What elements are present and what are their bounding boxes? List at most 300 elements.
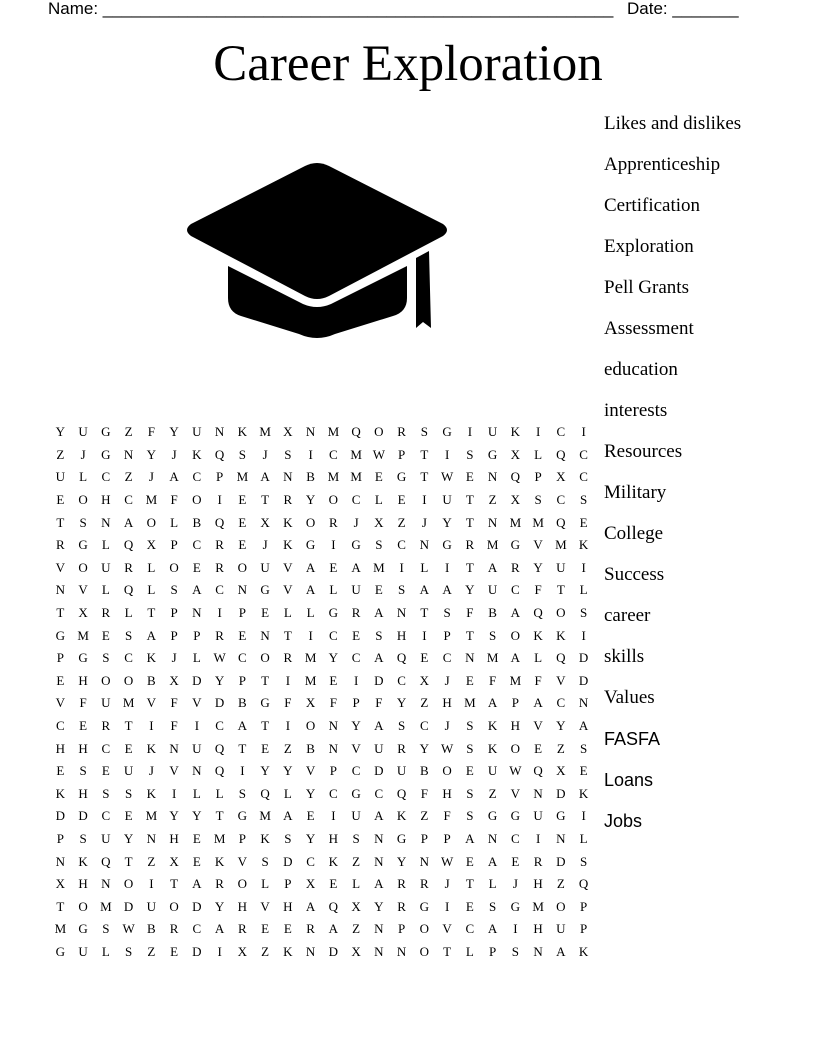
- grid-cell: T: [465, 492, 474, 508]
- grid-cell: O: [419, 943, 430, 959]
- grid-cell: K: [556, 627, 566, 643]
- grid-cell: C: [420, 718, 429, 734]
- grid-cell: M: [77, 627, 89, 643]
- grid-cell: Y: [351, 718, 361, 734]
- grid-cell: G: [487, 446, 498, 462]
- grid-cell: J: [444, 876, 450, 892]
- grid-cell: T: [170, 876, 179, 892]
- grid-cell: J: [171, 650, 177, 666]
- grid-cell: G: [351, 785, 361, 801]
- grid-cell: T: [420, 446, 429, 462]
- grid-cell: J: [512, 876, 518, 892]
- grid-cell: L: [579, 582, 588, 598]
- grid-cell: B: [488, 605, 497, 621]
- grid-cell: Q: [533, 605, 543, 621]
- grid-row: [49, 579, 595, 602]
- grid-cell: S: [238, 446, 246, 462]
- grid-cell: G: [260, 695, 270, 711]
- grid-cell: R: [56, 537, 65, 553]
- grid-cell: E: [465, 853, 474, 869]
- grid-cell: C: [306, 853, 315, 869]
- grid-cell: N: [374, 943, 384, 959]
- grid-cell: P: [534, 469, 542, 485]
- grid-cell: R: [397, 740, 406, 756]
- grid-cell: S: [398, 718, 406, 734]
- grid-cell: O: [305, 718, 316, 734]
- grid-cell: A: [556, 943, 566, 959]
- grid-cell: S: [79, 514, 87, 530]
- grid-cell: N: [169, 740, 179, 756]
- grid-row: [49, 918, 595, 941]
- grid-cell: F: [489, 672, 497, 688]
- grid-cell: C: [556, 424, 566, 440]
- grid-cell: N: [556, 830, 566, 846]
- grid-cell: S: [466, 740, 474, 756]
- word-search-grid: [49, 421, 595, 963]
- grid-cell: K: [214, 853, 225, 869]
- grid-cell: A: [192, 582, 202, 598]
- grid-cell: L: [261, 876, 270, 892]
- header-line: [0, 0, 816, 20]
- grid-cell: O: [442, 763, 452, 779]
- grid-cell: G: [260, 582, 270, 598]
- grid-cell: N: [55, 582, 66, 598]
- word-list-item: Assessment: [604, 318, 694, 339]
- grid-cell: I: [308, 627, 313, 643]
- grid-cell: G: [556, 808, 566, 824]
- grid-row: [49, 828, 595, 851]
- grid-cell: M: [304, 650, 317, 666]
- grid-cell: L: [147, 559, 156, 575]
- grid-cell: N: [260, 627, 270, 643]
- grid-cell: S: [489, 627, 497, 643]
- grid-cell: L: [352, 876, 361, 892]
- grid-cell: Y: [305, 492, 316, 508]
- grid-cell: Y: [465, 582, 475, 598]
- grid-cell: P: [238, 830, 246, 846]
- grid-cell: H: [442, 695, 452, 711]
- grid-cell: Y: [305, 830, 316, 846]
- grid-cell: R: [306, 921, 315, 937]
- grid-cell: Z: [147, 943, 156, 959]
- grid-cell: A: [305, 582, 316, 598]
- word-list-item: Loans: [604, 770, 654, 790]
- grid-cell: M: [213, 830, 226, 846]
- grid-cell: U: [101, 830, 111, 846]
- grid-cell: I: [353, 672, 359, 688]
- grid-cell: V: [305, 763, 316, 779]
- grid-cell: O: [328, 492, 339, 508]
- grid-cell: Z: [420, 695, 429, 711]
- grid-cell: D: [55, 808, 66, 824]
- grid-cell: S: [398, 582, 406, 598]
- grid-cell: Y: [214, 672, 225, 688]
- grid-cell: U: [533, 808, 543, 824]
- grid-cell: M: [259, 424, 271, 440]
- grid-cell: N: [101, 514, 111, 530]
- grid-cell: Z: [397, 514, 406, 530]
- grid-cell: R: [169, 921, 179, 937]
- grid-row: [49, 941, 595, 964]
- grid-cell: Y: [260, 763, 270, 779]
- grid-cell: V: [510, 785, 521, 801]
- grid-cell: Q: [556, 446, 566, 462]
- grid-cell: Y: [305, 785, 316, 801]
- grid-cell: P: [170, 537, 178, 553]
- grid-cell: S: [170, 582, 178, 598]
- grid-cell: E: [329, 559, 338, 575]
- grid-cell: R: [101, 718, 111, 734]
- grid-row: [49, 805, 595, 828]
- grid-cell: M: [509, 672, 522, 688]
- grid-cell: S: [420, 424, 428, 440]
- grid-cell: A: [283, 808, 293, 824]
- grid-cell: S: [79, 830, 87, 846]
- grid-cell: A: [374, 718, 384, 734]
- grid-row: [49, 715, 595, 738]
- grid-cell: N: [374, 921, 384, 937]
- grid-cell: N: [214, 424, 225, 440]
- grid-cell: G: [396, 469, 407, 485]
- grid-cell: V: [192, 695, 202, 711]
- grid-cell: K: [146, 650, 157, 666]
- grid-cell: E: [101, 627, 110, 643]
- grid-cell: P: [352, 695, 360, 711]
- grid-cell: E: [238, 514, 247, 530]
- grid-cell: T: [238, 740, 247, 756]
- grid-cell: V: [55, 559, 66, 575]
- grid-cell: K: [260, 830, 270, 846]
- grid-cell: S: [534, 492, 542, 508]
- grid-cell: Y: [55, 424, 66, 440]
- grid-cell: T: [420, 469, 429, 485]
- grid-cell: X: [556, 763, 566, 779]
- grid-cell: P: [511, 695, 519, 711]
- grid-cell: X: [55, 876, 66, 892]
- grid-cell: I: [422, 492, 427, 508]
- grid-cell: D: [328, 943, 339, 959]
- word-list-item: skills: [604, 646, 645, 667]
- grid-row: [49, 895, 595, 918]
- grid-cell: I: [535, 830, 541, 846]
- grid-cell: M: [54, 921, 67, 937]
- grid-cell: J: [148, 469, 154, 485]
- grid-cell: X: [351, 898, 361, 914]
- grid-cell: K: [55, 785, 66, 801]
- name-field: Name: ______________________________________________________: [48, 0, 614, 18]
- grid-row: [49, 624, 595, 647]
- grid-cell: A: [328, 921, 339, 937]
- grid-cell: O: [78, 492, 88, 508]
- grid-cell: P: [443, 627, 451, 643]
- grid-cell: Q: [578, 876, 589, 892]
- grid-row: [49, 602, 595, 625]
- grid-cell: L: [579, 830, 588, 846]
- grid-cell: U: [146, 898, 157, 914]
- grid-cell: P: [56, 650, 64, 666]
- grid-cell: F: [375, 695, 383, 711]
- grid-cell: D: [123, 898, 134, 914]
- grid-cell: R: [329, 514, 338, 530]
- grid-cell: G: [442, 537, 452, 553]
- grid-cell: T: [261, 718, 270, 734]
- grid-cell: G: [55, 627, 66, 643]
- grid-cell: A: [305, 898, 316, 914]
- grid-cell: C: [351, 492, 361, 508]
- grid-cell: V: [169, 763, 179, 779]
- grid-cell: N: [487, 830, 498, 846]
- grid-cell: A: [123, 514, 134, 530]
- grid-cell: C: [579, 446, 588, 462]
- grid-cell: N: [328, 718, 339, 734]
- grid-cell: L: [192, 785, 201, 801]
- grid-cell: E: [56, 672, 65, 688]
- grid-cell: N: [101, 876, 111, 892]
- grid-cell: C: [442, 650, 452, 666]
- grid-cell: H: [396, 627, 407, 643]
- grid-cell: X: [260, 514, 270, 530]
- grid-cell: T: [420, 605, 429, 621]
- grid-cell: Z: [420, 808, 429, 824]
- grid-cell: E: [261, 605, 270, 621]
- grid-cell: P: [329, 763, 337, 779]
- grid-cell: I: [285, 672, 291, 688]
- grid-cell: H: [442, 785, 452, 801]
- grid-cell: I: [331, 808, 336, 824]
- grid-cell: G: [78, 537, 88, 553]
- word-list-item: Pell Grants: [604, 277, 689, 298]
- grid-cell: H: [283, 898, 293, 914]
- grid-cell: I: [308, 446, 313, 462]
- grid-cell: A: [465, 830, 475, 846]
- grid-cell: K: [283, 537, 293, 553]
- grid-cell: V: [146, 695, 157, 711]
- grid-cell: K: [578, 537, 589, 553]
- grid-cell: Z: [261, 943, 270, 959]
- graduation-cap-icon: [185, 162, 450, 350]
- grid-cell: T: [56, 605, 65, 621]
- grid-cell: G: [101, 446, 111, 462]
- grid-cell: C: [556, 695, 566, 711]
- grid-cell: I: [194, 718, 200, 734]
- grid-cell: E: [374, 469, 383, 485]
- grid-cell: Y: [556, 718, 566, 734]
- grid-cell: Q: [214, 740, 225, 756]
- grid-cell: O: [169, 898, 179, 914]
- grid-row: [49, 873, 595, 896]
- grid-cell: O: [237, 876, 248, 892]
- grid-cell: M: [486, 650, 499, 666]
- grid-row: [49, 511, 595, 534]
- word-list-item: Military: [604, 482, 667, 503]
- grid-cell: S: [125, 943, 133, 959]
- grid-cell: S: [79, 763, 87, 779]
- grid-cell: S: [466, 785, 474, 801]
- grid-cell: N: [374, 830, 384, 846]
- grid-cell: G: [351, 537, 361, 553]
- grid-cell: U: [374, 740, 384, 756]
- grid-cell: X: [169, 853, 179, 869]
- grid-cell: A: [533, 695, 543, 711]
- grid-cell: O: [123, 672, 134, 688]
- grid-cell: J: [262, 446, 268, 462]
- grid-cell: A: [169, 469, 179, 485]
- grid-cell: J: [421, 514, 427, 530]
- grid-cell: F: [170, 492, 178, 508]
- grid-cell: C: [215, 582, 224, 598]
- grid-cell: P: [489, 943, 497, 959]
- grid-cell: S: [580, 492, 588, 508]
- grid-cell: N: [374, 853, 384, 869]
- grid-cell: I: [217, 943, 222, 959]
- grid-cell: E: [352, 627, 361, 643]
- grid-cell: W: [440, 469, 454, 485]
- grid-cell: U: [351, 582, 361, 598]
- grid-cell: A: [510, 650, 521, 666]
- grid-cell: I: [399, 559, 404, 575]
- grid-cell: O: [374, 424, 384, 440]
- grid-row: [49, 760, 595, 783]
- grid-cell: Q: [396, 785, 407, 801]
- grid-cell: E: [192, 853, 201, 869]
- grid-cell: N: [305, 424, 316, 440]
- grid-cell: Q: [101, 853, 111, 869]
- grid-cell: M: [464, 695, 476, 711]
- grid-cell: L: [79, 469, 88, 485]
- grid-cell: R: [238, 921, 247, 937]
- grid-cell: R: [397, 876, 406, 892]
- grid-cell: H: [101, 492, 111, 508]
- grid-cell: B: [147, 672, 156, 688]
- grid-cell: I: [331, 537, 336, 553]
- grid-cell: O: [510, 627, 521, 643]
- grid-cell: T: [124, 718, 133, 734]
- grid-cell: G: [442, 424, 452, 440]
- grid-cell: N: [578, 695, 589, 711]
- grid-cell: R: [124, 559, 133, 575]
- grid-cell: P: [216, 469, 224, 485]
- grid-cell: V: [442, 921, 452, 937]
- grid-cell: I: [217, 605, 222, 621]
- grid-cell: K: [78, 853, 88, 869]
- grid-cell: S: [102, 921, 110, 937]
- grid-cell: R: [215, 876, 224, 892]
- grid-cell: E: [420, 650, 429, 666]
- grid-cell: T: [261, 492, 270, 508]
- grid-cell: I: [467, 424, 473, 440]
- grid-cell: E: [124, 808, 133, 824]
- grid-cell: R: [101, 605, 111, 621]
- grid-cell: R: [351, 605, 361, 621]
- grid-cell: Z: [352, 921, 361, 937]
- word-list-item: interests: [604, 400, 668, 421]
- grid-cell: F: [420, 785, 428, 801]
- grid-cell: H: [78, 785, 88, 801]
- word-list-item: career: [604, 605, 651, 626]
- grid-cell: D: [556, 853, 566, 869]
- grid-cell: E: [306, 808, 315, 824]
- grid-cell: R: [465, 537, 475, 553]
- grid-cell: G: [328, 605, 339, 621]
- grid-cell: U: [260, 559, 270, 575]
- grid-cell: E: [397, 492, 406, 508]
- word-list-item: Values: [604, 687, 655, 708]
- grid-cell: E: [192, 830, 201, 846]
- grid-cell: V: [55, 695, 66, 711]
- grid-cell: T: [124, 853, 133, 869]
- grid-cell: Q: [123, 582, 134, 598]
- grid-cell: L: [306, 605, 315, 621]
- grid-cell: Y: [123, 830, 134, 846]
- grid-cell: S: [466, 446, 474, 462]
- grid-cell: N: [419, 853, 430, 869]
- grid-cell: E: [579, 763, 588, 779]
- grid-cell: D: [78, 808, 88, 824]
- grid-cell: N: [328, 740, 339, 756]
- grid-cell: C: [238, 650, 247, 666]
- grid-cell: E: [261, 740, 270, 756]
- grid-cell: W: [509, 763, 522, 779]
- grid-cell: U: [487, 424, 498, 440]
- grid-cell: L: [420, 559, 429, 575]
- grid-cell: X: [556, 469, 566, 485]
- grid-cell: D: [578, 672, 589, 688]
- grid-cell: A: [146, 627, 157, 643]
- grid-cell: T: [215, 808, 224, 824]
- grid-cell: X: [169, 672, 179, 688]
- grid-cell: S: [284, 446, 292, 462]
- grid-cell: K: [283, 514, 293, 530]
- grid-cell: D: [192, 672, 202, 688]
- grid-cell: C: [556, 492, 566, 508]
- grid-row: [49, 783, 595, 806]
- grid-cell: X: [237, 943, 248, 959]
- grid-cell: G: [237, 808, 248, 824]
- grid-cell: M: [145, 492, 158, 508]
- grid-cell: Y: [374, 898, 384, 914]
- grid-cell: F: [170, 718, 178, 734]
- grid-cell: S: [125, 785, 133, 801]
- grid-cell: C: [465, 921, 475, 937]
- grid-cell: X: [78, 605, 88, 621]
- grid-cell: I: [581, 559, 586, 575]
- grid-cell: M: [532, 898, 544, 914]
- grid-cell: H: [510, 718, 521, 734]
- grid-cell: C: [351, 763, 361, 779]
- grid-cell: I: [285, 718, 291, 734]
- grid-cell: L: [488, 876, 497, 892]
- grid-cell: L: [534, 446, 543, 462]
- word-list-item: Success: [604, 564, 665, 585]
- grid-cell: V: [78, 582, 88, 598]
- grid-cell: G: [510, 898, 521, 914]
- grid-cell: Y: [396, 853, 407, 869]
- grid-cell: C: [511, 582, 520, 598]
- grid-cell: L: [101, 943, 110, 959]
- grid-cell: C: [192, 537, 202, 553]
- grid-cell: U: [442, 492, 452, 508]
- grid-cell: O: [419, 921, 430, 937]
- grid-cell: Y: [396, 695, 407, 711]
- word-list-item: Resources: [604, 441, 683, 462]
- grid-cell: A: [374, 808, 384, 824]
- grid-cell: O: [192, 492, 202, 508]
- grid-cell: T: [465, 559, 474, 575]
- grid-cell: S: [511, 943, 519, 959]
- grid-cell: M: [327, 424, 340, 440]
- grid-cell: C: [374, 785, 384, 801]
- grid-cell: E: [238, 627, 247, 643]
